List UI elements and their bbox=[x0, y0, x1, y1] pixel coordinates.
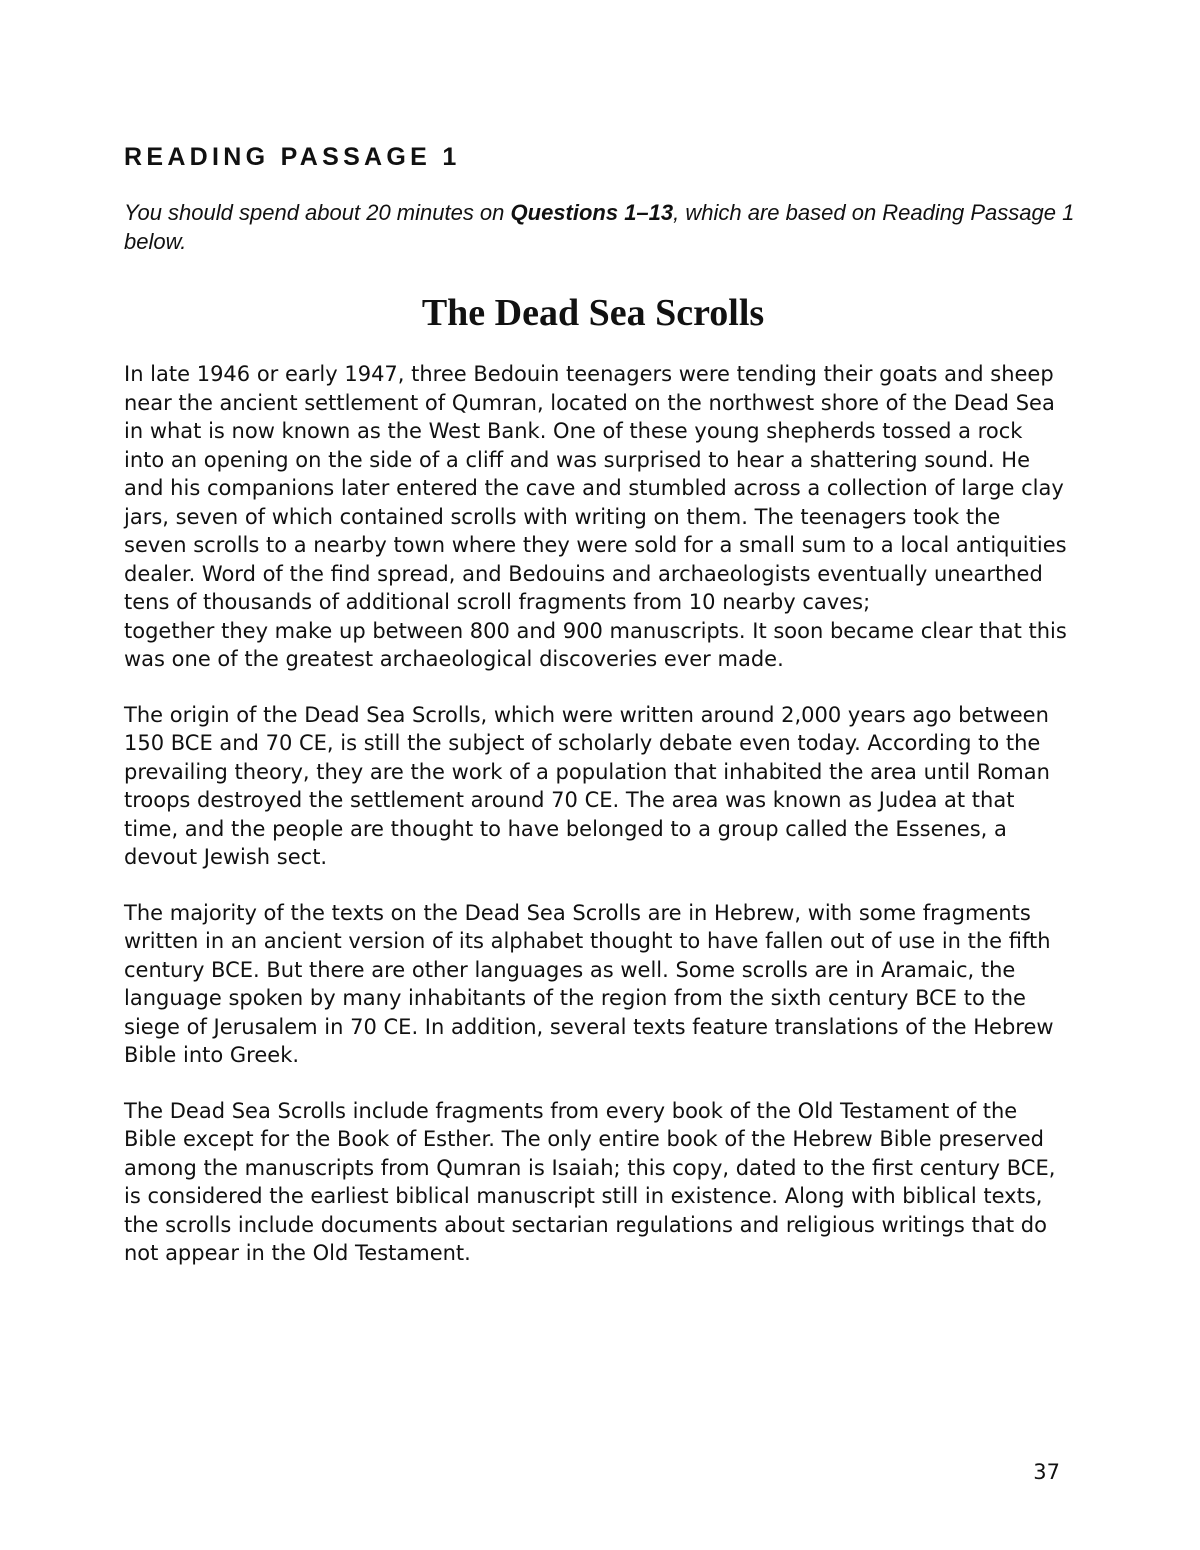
paragraph bbox=[124, 360, 1069, 674]
article-title: The Dead Sea Scrolls bbox=[421, 292, 765, 334]
paragraph bbox=[124, 701, 1069, 872]
page-number: 37 bbox=[1033, 1460, 1060, 1484]
instructions-text-continued: , which are based on Reading Passage 1 below. bbox=[124, 200, 1075, 254]
paragraph-text: The majority of the texts on the Dead Sea Scrolls are in Hebrew, with some fragments written in an ancient version of its alphabet thought to have fallen out of use in the fifth century BCE. But there are other languages as well. Some scrolls are in Aramaic, the language spoken by many inhabitants of the region from the sixth century BCE to the siege of Jerusalem in 70 CE. In addition, several texts feature translations of the Hebrew Bible into Greek. bbox=[124, 900, 1054, 1067]
paragraph bbox=[124, 1097, 1069, 1268]
paragraph-text: The origin of the Dead Sea Scrolls, which were written around 2,000 years ago between 150 BCE and 70 CE, is still the subject of scholarly debate even today. According to the prevailing theory, they are the work of a population that inhabited the area until Roman troops destroyed the settlement around 70 CE. The area was known as Judea at that time, and the people are thought to have belonged to a group called the Essenes, a devout Jewish sect. bbox=[124, 702, 1050, 869]
section-heading: READING PASSAGE 1 bbox=[124, 143, 461, 171]
paragraph-text: The Dead Sea Scrolls include fragments from every book of the Old Testament of the Bible except for the Book of Esther. The only entire book of the Hebrew Bible preserved among the manuscripts from Qumran is Isaiah; this copy, dated to the first century BCE, is considered the earliest biblical manuscript still in existence. Along with biblical texts, the scrolls include documents about sectarian regulations and religious writings that do not appear in the Old Testament. bbox=[124, 1098, 1056, 1265]
instructions-text: You should spend about 20 minutes on bbox=[124, 200, 511, 225]
article-body bbox=[124, 360, 1069, 1295]
paragraph-text: together they make up between 800 and 900 manuscripts. It soon became clear that this was one of the greatest archaeological discoveries ever made. bbox=[124, 618, 1067, 671]
instructions-questions-range: Questions 1–13 bbox=[510, 200, 674, 225]
paragraph bbox=[124, 899, 1069, 1070]
paragraph-text: In late 1946 or early 1947, three Bedouin teenagers were tending their goats and sheep near the ancient settlement of Qumran, located on the northwest shore of the Dead Sea in what is now known as the West Bank. One of these young shepherds tossed a rock into an opening on the side of a cliff and was surprised to hear a shattering sound. He and his companions later entered the cave and stumbled across a collection of large clay jars, seven of which contained scrolls with writing on them. The teenagers took the seven scrolls to a nearby town where they were sold for a small sum to a local antiquities dealer. Word of the find spread, and Bedouins and archaeologists eventually unearthed tens of thousands of additional scroll fragments from 10 nearby caves; bbox=[124, 362, 1067, 614]
instructions bbox=[124, 198, 1084, 256]
